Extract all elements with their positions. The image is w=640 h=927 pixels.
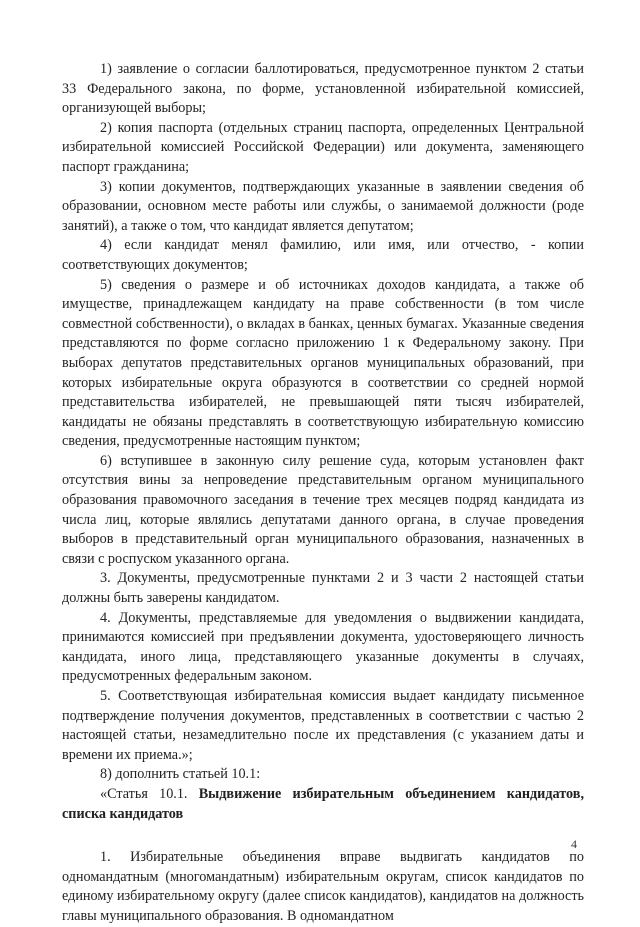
paragraph-item-1: 1) заявление о согласии баллотироваться, предусмотренное пунктом 2 статьи 33 Федерального закона, по форме, установленной избирательной комиссией, организующей выборы; — [62, 61, 584, 117]
paragraph-item-5: 5) сведения о размере и об источниках доходов кандидата, а также об имуществе, принадлежащем кандидату на праве собственности (в том числе совместной собственности), о вкладах в банках, ценных бумагах. Указанные сведения представляются по форме согласно приложению 1 к Федеральному закону. При выборах депутатов представительных органов муниципальных образований, при которых избирательные округа образуются в соответствии со средней нормой представительства избирателей, не превышающей пяти тысяч избирателей, кандидаты не обязаны представлять в соответствующую избирательную комиссию сведения, предусмотренные настоящим пунктом; — [62, 276, 584, 450]
paragraph-spacer — [62, 824, 584, 848]
paragraph-item-4: 4) если кандидат менял фамилию, или имя, или отчество, - копии соответствующих документов; — [62, 237, 584, 273]
article-heading-title: Выдвижение избирательным объединением кандидатов, списка кандидатов — [62, 785, 584, 822]
paragraph-item-2: 2) копия паспорта (отдельных страниц паспорта, определенных Центральной избирательной комиссией Российской Федерации) или документа, заменяющего паспорт гражданина; — [62, 119, 584, 175]
document-body — [62, 60, 584, 927]
paragraph-amendment-8: 8) дополнить статьей 10.1: — [100, 766, 261, 783]
paragraph-part-5: 5. Соответствующая избирательная комиссия выдает кандидату письменное подтверждение получения документов, представленных в соответствии с частью 2 настоящей статьи, незамедлительно после их представления (с указанием даты и времени их приема.»; — [62, 688, 584, 763]
article-heading-prefix: «Статья 10.1. — [100, 785, 199, 802]
article-heading — [62, 785, 584, 824]
page-number: 4 — [571, 837, 577, 851]
paragraph-article-part-1: 1. Избирательные объединения вправе выдвигать кандидатов по одномандатным (многомандатным) избирательным округам, список кандидатов по единому избирательному округу (далее список кандидатов), кандидатов на должность главы муниципального образования. В одномандатном — [62, 849, 584, 924]
paragraph-part-4: 4. Документы, представляемые для уведомления о выдвижении кандидата, принимаются комиссией при предъявлении документа, удостоверяющего личность кандидата, иного лица, представляющего указанные документы в случаях, предусмотренных федеральным законом. — [62, 609, 584, 685]
paragraph-item-6: 6) вступившее в законную силу решение суда, которым установлен факт отсутствия вины за непроведение представительным органом муниципального образования правомочного заседания в течение трех месяцев подряд кандидата из числа лиц, которые являлись депутатами данного органа, в случае проведения выборов в представительный орган муниципального образования, назначенных в связи с роспуском указанного органа. — [62, 452, 584, 567]
paragraph-item-3: 3) копии документов, подтверждающих указанные в заявлении сведения об образовании, основном месте работы или службы, о занимаемой должности (роде занятий), а также о том, что кандидат является депутатом; — [62, 178, 584, 234]
paragraph-part-3: 3. Документы, предусмотренные пунктами 2 и 3 части 2 настоящей статьи должны быть заверены кандидатом. — [62, 570, 584, 607]
